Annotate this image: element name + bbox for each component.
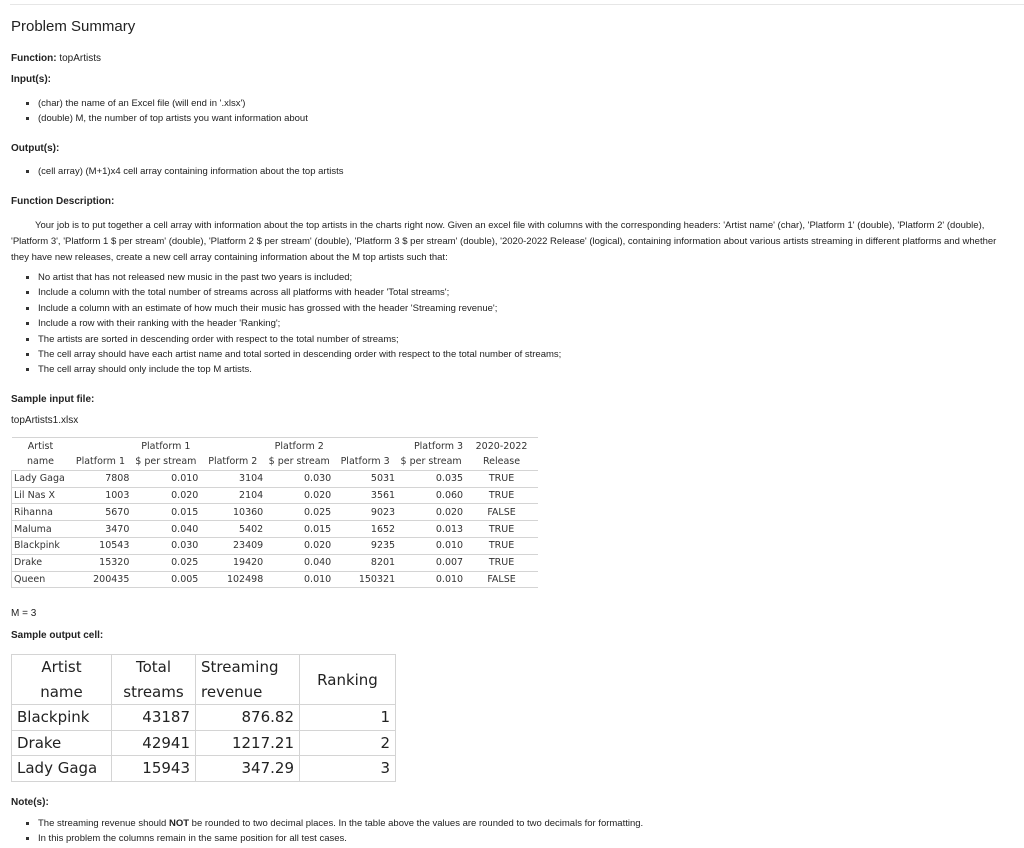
header-cell: streams	[112, 680, 196, 705]
table-cell: TRUE	[465, 487, 538, 504]
input-header-row	[12, 438, 539, 455]
table-row	[12, 730, 396, 756]
table-cell: 0.015	[131, 504, 200, 521]
table-cell: 43187	[112, 705, 196, 731]
table-cell: 23409	[200, 537, 265, 554]
page-title: Problem Summary	[11, 18, 136, 35]
header-cell: Artist	[12, 438, 70, 455]
table-cell: 200435	[69, 571, 131, 588]
table-cell: 10543	[69, 537, 131, 554]
list-item: The cell array should have each artist name and total sorted in descending order with respect to the total number of streams;	[38, 347, 561, 362]
header-cell: Release	[465, 454, 538, 470]
table-cell: 3	[300, 756, 396, 782]
sample-output-label: Sample output cell:	[11, 630, 104, 641]
table-cell: 0.007	[397, 554, 465, 571]
header-cell: Total	[112, 655, 196, 680]
table-cell: Queen	[12, 571, 70, 588]
table-cell: 0.020	[397, 504, 465, 521]
table-cell: TRUE	[465, 470, 538, 487]
table-row	[12, 571, 539, 588]
table-cell: 0.025	[131, 554, 200, 571]
list-item: (char) the name of an Excel file (will end in '.xlsx')	[38, 96, 308, 111]
table-cell: Rihanna	[12, 504, 70, 521]
table-cell: 0.010	[131, 470, 200, 487]
table-cell: 0.025	[265, 504, 333, 521]
note-text: The streaming revenue should	[38, 818, 169, 829]
table-row	[12, 504, 539, 521]
table-cell: 0.020	[131, 487, 200, 504]
header-cell	[200, 438, 265, 455]
table-cell: Drake	[12, 730, 112, 756]
sample-output-table	[11, 654, 396, 782]
header-cell: Platform 2	[265, 438, 333, 455]
sample-input-label: Sample input file:	[11, 394, 95, 405]
notes-label: Note(s):	[11, 797, 49, 808]
table-row	[12, 705, 396, 731]
table-cell: 347.29	[196, 756, 300, 782]
table-cell: 876.82	[196, 705, 300, 731]
header-cell: Platform 1	[131, 438, 200, 455]
table-cell: 0.013	[397, 521, 465, 538]
input-header-row	[12, 454, 539, 470]
inputs-list	[38, 96, 308, 127]
table-cell: TRUE	[465, 521, 538, 538]
list-item: (cell array) (M+1)x4 cell array containing information about the top artists	[38, 164, 343, 179]
table-cell: 5402	[200, 521, 265, 538]
header-cell	[69, 438, 131, 455]
table-cell: 15943	[112, 756, 196, 782]
m-value: M = 3	[11, 608, 37, 619]
header-cell: Artist	[12, 655, 112, 680]
sample-input-table	[11, 437, 538, 588]
top-divider	[10, 4, 1024, 5]
table-cell: Drake	[12, 554, 70, 571]
table-cell: 0.010	[397, 537, 465, 554]
header-cell: Ranking	[300, 655, 396, 705]
header-cell: name	[12, 454, 70, 470]
table-cell: 0.020	[265, 487, 333, 504]
sample-filename: topArtists1.xlsx	[11, 415, 79, 426]
table-cell: 2104	[200, 487, 265, 504]
requirements-list	[38, 270, 561, 378]
header-cell	[333, 438, 397, 455]
description-paragraph: Your job is to put together a cell array with information about the top artists in the charts right now. Given an excel file with columns with the corresponding headers: 'Artist name' (char), 'Platform 1' (double), 'Platform 2' (double), 'Platform 3', 'Platform 1 $ per stream' (double), 'Platform 2 $ per stream' (double), 'Platform 3 $ per stream' (double), '2020-2022 Release' (logical), containing information about various artists streaming in different platforms and whether they have new releases, create a new cell array containing information about the M top artists such that:	[11, 220, 997, 263]
note-text: be rounded to two decimal places. In the table above the values are rounded to two decimals for formatting.	[189, 818, 644, 829]
list-item: In this problem the columns remain in the same position for all test cases.	[38, 831, 643, 846]
table-row	[12, 521, 539, 538]
header-cell: $ per stream	[397, 454, 465, 470]
table-cell: 0.040	[131, 521, 200, 538]
table-cell: 1	[300, 705, 396, 731]
header-cell: $ per stream	[131, 454, 200, 470]
header-cell: name	[12, 680, 112, 705]
table-cell: 5031	[333, 470, 397, 487]
table-cell: 0.060	[397, 487, 465, 504]
header-cell: revenue	[196, 680, 300, 705]
table-cell: 0.030	[131, 537, 200, 554]
header-cell: Platform 3	[333, 454, 397, 470]
header-cell: 2020-2022	[465, 438, 538, 455]
table-cell: 1217.21	[196, 730, 300, 756]
table-cell: 19420	[200, 554, 265, 571]
table-cell: 0.015	[265, 521, 333, 538]
table-cell: 7808	[69, 470, 131, 487]
note-emphasis: NOT	[168, 818, 190, 829]
notes-list	[38, 816, 643, 847]
table-row	[12, 756, 396, 782]
table-cell: 150321	[333, 571, 397, 588]
table-cell: TRUE	[465, 554, 538, 571]
table-row	[12, 537, 539, 554]
function-name: topArtists	[59, 53, 102, 64]
list-item: (double) M, the number of top artists you want information about	[38, 111, 308, 126]
table-cell: 0.005	[131, 571, 200, 588]
table-cell: Maluma	[12, 521, 70, 538]
output-header-row	[12, 655, 396, 680]
outputs-label: Output(s):	[11, 143, 60, 154]
table-cell: 9023	[333, 504, 397, 521]
table-cell: 8201	[333, 554, 397, 571]
function-label: Function:	[11, 53, 57, 64]
table-cell: 10360	[200, 504, 265, 521]
table-cell: 42941	[112, 730, 196, 756]
list-item: No artist that has not released new music in the past two years is included;	[38, 270, 561, 285]
table-cell: 15320	[69, 554, 131, 571]
table-cell: Blackpink	[12, 705, 112, 731]
table-cell: 3561	[333, 487, 397, 504]
list-item	[38, 816, 643, 831]
table-cell: 9235	[333, 537, 397, 554]
table-cell: 5670	[69, 504, 131, 521]
table-cell: 1003	[69, 487, 131, 504]
header-cell: Platform 2	[200, 454, 265, 470]
table-cell: Blackpink	[12, 537, 70, 554]
outputs-list	[38, 164, 343, 179]
table-cell: Lady Gaga	[12, 756, 112, 782]
table-cell: FALSE	[465, 504, 538, 521]
list-item: Include a column with the total number of streams across all platforms with header 'Total streams';	[38, 285, 561, 300]
table-row	[12, 487, 539, 504]
table-cell: FALSE	[465, 571, 538, 588]
table-cell: TRUE	[465, 537, 538, 554]
table-cell: Lady Gaga	[12, 470, 70, 487]
description-label: Function Description:	[11, 196, 115, 207]
header-cell: Streaming	[196, 655, 300, 680]
table-cell: 0.030	[265, 470, 333, 487]
inputs-label: Input(s):	[11, 74, 51, 85]
table-row	[12, 554, 539, 571]
table-cell: 0.040	[265, 554, 333, 571]
table-cell: 0.035	[397, 470, 465, 487]
table-cell: 3470	[69, 521, 131, 538]
table-cell: 102498	[200, 571, 265, 588]
table-cell: 3104	[200, 470, 265, 487]
table-cell: 0.010	[397, 571, 465, 588]
table-cell: 2	[300, 730, 396, 756]
table-cell: Lil Nas X	[12, 487, 70, 504]
table-cell: 0.020	[265, 537, 333, 554]
header-cell: Platform 3	[397, 438, 465, 455]
table-cell: 1652	[333, 521, 397, 538]
list-item: The cell array should only include the top M artists.	[38, 362, 561, 377]
list-item: Include a column with an estimate of how much their music has grossed with the header 'Streaming revenue';	[38, 301, 561, 316]
header-cell: $ per stream	[265, 454, 333, 470]
header-cell: Platform 1	[69, 454, 131, 470]
list-item: The artists are sorted in descending order with respect to the total number of streams;	[38, 332, 561, 347]
table-row	[12, 470, 539, 487]
table-cell: 0.010	[265, 571, 333, 588]
list-item: Include a row with their ranking with the header 'Ranking';	[38, 316, 561, 331]
function-line	[11, 53, 101, 64]
